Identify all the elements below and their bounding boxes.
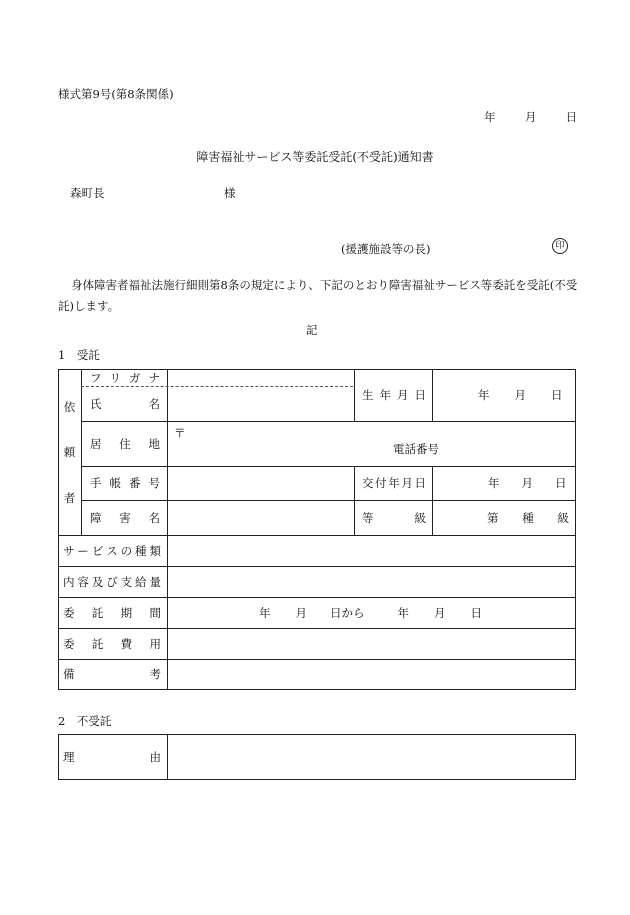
label-divider [167,369,168,690]
period-label [63,597,161,628]
service-type-label [63,535,161,566]
requester-char-1: 依 [63,399,76,414]
content-char-7: 量 [149,574,161,589]
handbook-char-4: 号 [148,476,160,490]
remarks-char-2: 考 [149,667,161,681]
sender-label: (援護施設等の長) [341,242,431,256]
grade-label [362,500,426,535]
birthdate-char-1: 生 [362,388,374,402]
grade-value [487,500,569,535]
birth-divider-right [432,369,433,422]
address-label [90,421,160,466]
grade-char-2: 級 [414,510,426,525]
period-char-3: 期 [120,605,133,620]
birthdate-char-4: 日 [414,388,426,402]
disability-char-2: 害 [119,510,131,525]
disability-char-1: 障 [90,510,102,525]
requester-char-3: 者 [63,490,76,505]
birthdate-value [478,369,563,421]
date-month-label: 月 [524,110,537,124]
birth-year-label: 年 [478,388,490,402]
birth-divider-left [354,369,355,422]
period-to-day: 日 [470,605,482,620]
issue-year-label: 年 [488,476,500,490]
table1-right-border [575,369,576,690]
reason-char-2: 由 [149,749,161,764]
table2-bottom-border [58,779,576,780]
content-char-1: 内 [63,574,75,589]
reason-char-1: 理 [63,749,75,764]
birthdate-char-2: 年 [379,388,391,402]
service-char-1: サ [63,543,75,558]
document-title: 障害福祉サービス等委託受託(不受託)通知書 [196,150,434,164]
requester-divider [81,369,82,535]
period-char-2: 託 [91,605,104,620]
section-2-heading: 2 不受託 [58,714,112,728]
phone-label: 電話番号 [393,442,439,456]
addressee-name: 森町長 [70,186,105,200]
furigana-char-2: リ [109,370,121,385]
birthdate-label [362,369,426,421]
service-char-3: ビ [91,543,104,558]
issue-day-label: 日 [555,476,567,490]
period-from-month: 月 [295,605,307,620]
birth-day-label: 日 [551,388,563,402]
form-number: 様式第9号(第8条関係) [58,87,174,101]
issue-char-4: 月 [401,476,413,490]
issue-char-3: 年 [388,476,400,490]
fee-label [63,628,161,659]
grade-value-char-2: 種 [522,510,534,525]
name-label [90,386,160,421]
disability-char-3: 名 [148,510,160,525]
ki-heading: 記 [306,323,318,337]
fee-char-2: 託 [91,636,104,651]
grade-char-1: 等 [362,510,374,525]
content-amount-label [63,566,161,597]
service-char-6: 種 [135,543,147,558]
table2-right-border [575,734,576,780]
handbook-number-label [90,466,160,500]
disability-label [90,500,160,535]
issue-date-label [362,466,426,500]
remarks-char-1: 備 [63,667,75,681]
section-1-heading: 1 受託 [58,348,100,362]
requester-label [58,369,81,535]
furigana-char-4: ナ [148,370,160,385]
grade-value-char-1: 第 [487,510,499,525]
period-to-month: 月 [434,605,446,620]
furigana-label [90,369,160,386]
period-char-1: 委 [63,605,75,620]
birth-month-label: 月 [514,388,526,402]
grade-value-char-3: 級 [557,510,569,525]
table2-divider [167,734,168,780]
date-year-label: 年 [484,110,496,124]
fee-char-1: 委 [63,636,75,651]
table2-left-border [58,734,59,780]
service-char-5: の [120,543,133,558]
fee-char-3: 費 [120,636,133,651]
handbook-char-2: 帳 [109,476,121,490]
issue-char-2: 付 [375,476,387,490]
postal-mark: 〒 [174,426,186,440]
birthdate-char-3: 月 [397,388,409,402]
issue-char-5: 日 [414,476,426,490]
handbook-char-3: 番 [129,476,141,490]
content-char-4: び [106,574,118,589]
period-from-year: 年 [259,605,271,620]
reason-label [63,734,161,779]
address-char-1: 居 [90,436,102,451]
content-char-6: 給 [135,574,147,589]
issue-month-label: 月 [521,476,533,490]
period-char-4: 間 [149,605,161,620]
period-from-day: 日から [330,605,365,620]
content-char-3: 及 [91,574,104,589]
name-char-2: 名 [148,396,160,411]
issue-char-1: 交 [362,476,374,490]
address-char-2: 住 [119,436,131,451]
body-paragraph: 身体障害者福祉法施行細則第8条の規定により、下記のとおり障害福祉サービス等委託を受託(不受託)します。 [58,278,578,313]
furigana-char-1: フ [90,370,102,385]
addressee-honorific: 様 [224,186,236,200]
service-char-7: 類 [149,543,161,558]
date-day-label: 日 [565,110,578,124]
seal-mark: 印 [552,238,568,254]
period-to-year: 年 [397,605,409,620]
issue-divider-left [354,466,355,535]
furigana-char-3: ガ [129,370,141,385]
document-date [484,109,577,125]
issue-date-value [488,466,567,500]
name-char-1: 氏 [90,396,102,411]
handbook-char-1: 手 [90,476,102,490]
table1-bottom-border [58,689,576,690]
issue-divider-right [432,466,433,535]
requester-char-2: 頼 [63,445,76,459]
content-char-5: 支 [120,574,133,589]
fee-char-4: 用 [149,636,161,651]
service-char-4: ス [106,543,118,558]
service-char-2: ー [77,543,89,558]
period-value [259,597,482,628]
content-char-2: 容 [77,574,89,589]
remarks-label [63,659,161,689]
address-char-3: 地 [148,436,160,451]
